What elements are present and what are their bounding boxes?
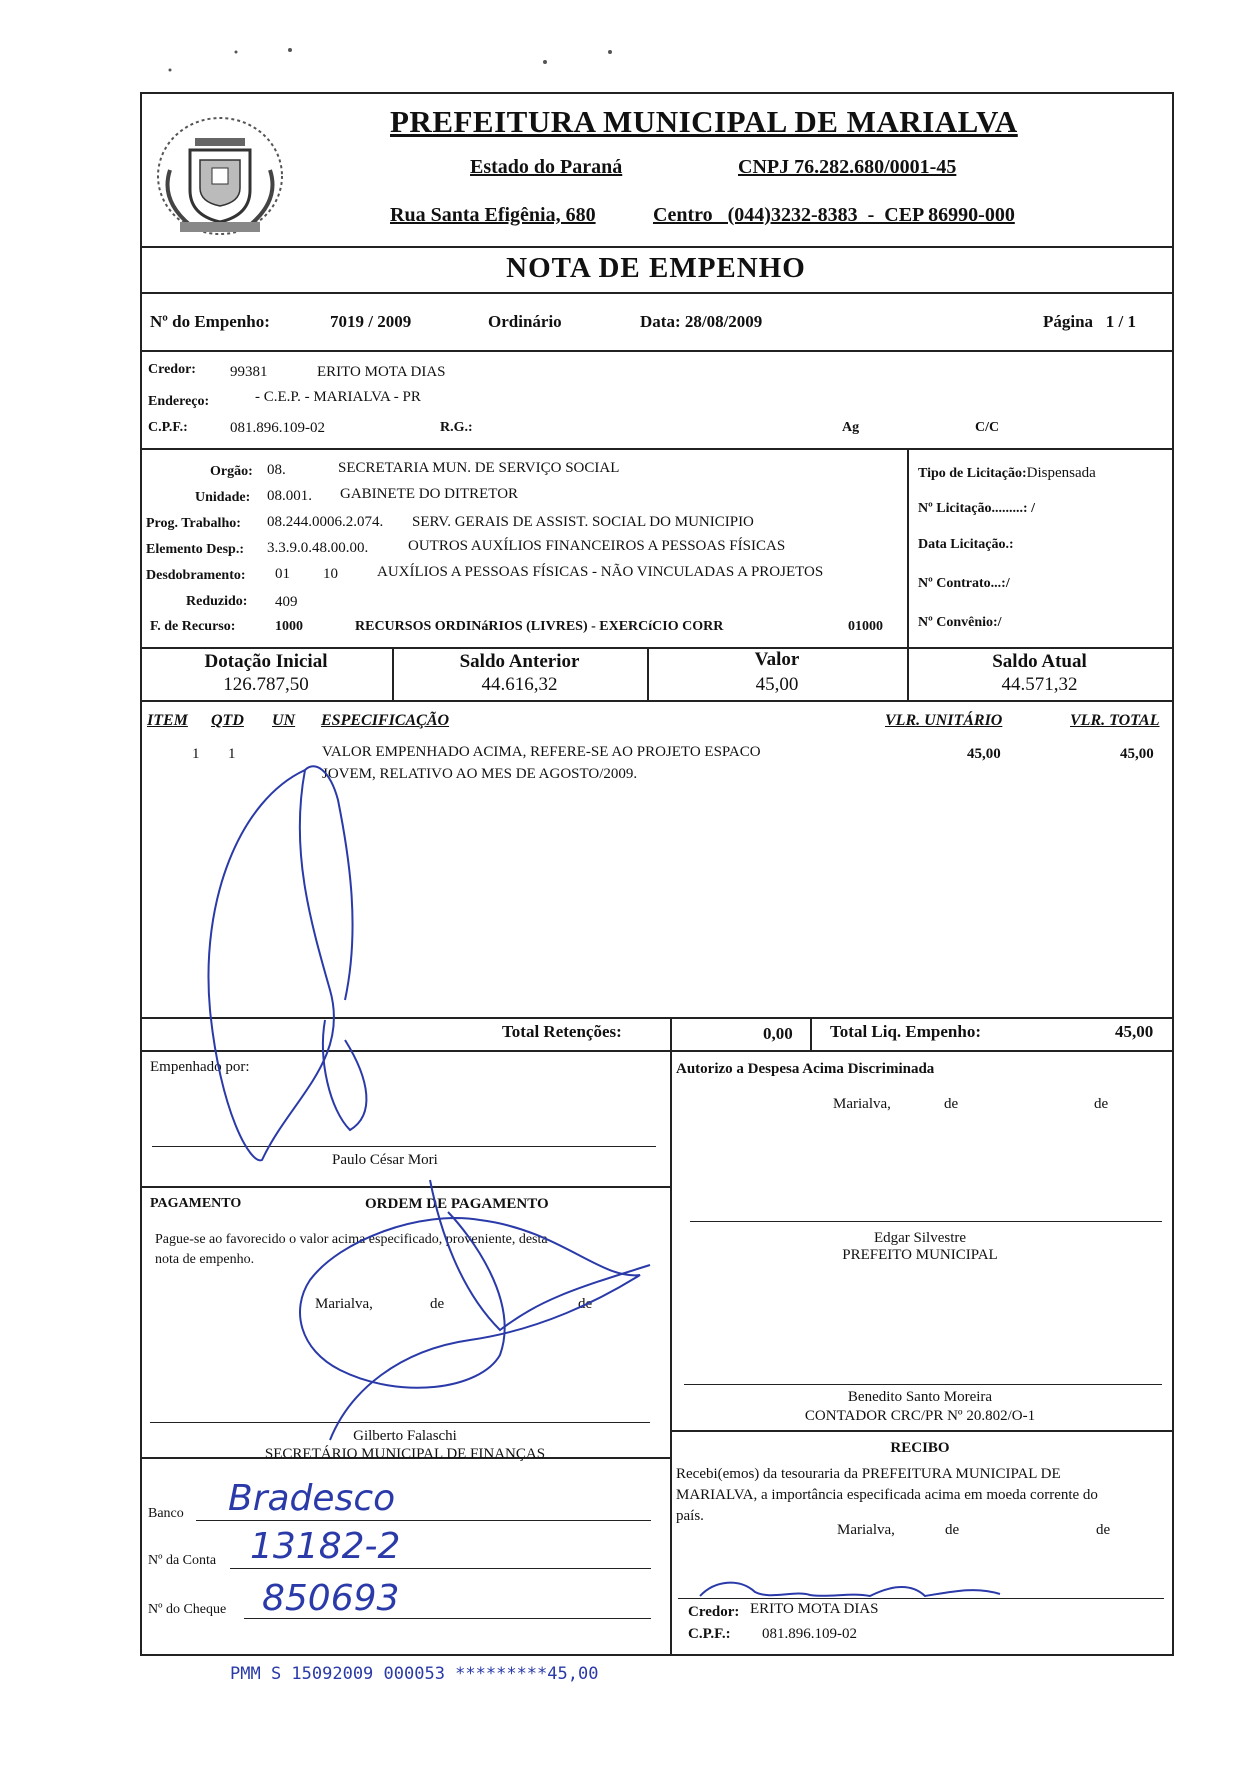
- credor-name: ERITO MOTA DIAS: [317, 364, 446, 380]
- recibo-text-line-2: MARIALVA, a importância especificada acima em moeda corrente do: [676, 1487, 1098, 1503]
- unidade-code: 08.001.: [267, 488, 312, 504]
- orgao-label: Orgão:: [210, 464, 253, 479]
- empenho-number: 7019 / 2009: [330, 312, 412, 331]
- empenho-label: Nº do Empenho:: [150, 312, 270, 331]
- pagamento-text-line-1: Pague-se ao favorecido o valor acima especificado, proveniente, desta: [155, 1232, 548, 1247]
- row-total-value: 45,00: [1120, 746, 1154, 762]
- retencoes-label: Total Retenções:: [502, 1022, 622, 1041]
- desdobramento-label: Desdobramento:: [146, 568, 246, 583]
- valor-label: Valor: [754, 649, 800, 670]
- contact-label: Centro (044)3232-8383 - CEP 86990-000: [653, 204, 1015, 226]
- row-desc-line-1: VALOR EMPENHADO ACIMA, REFERE-SE AO PROJETO ESPACO: [322, 744, 761, 760]
- liq-empenho-value: 45,00: [1115, 1022, 1154, 1041]
- licitacao-number: Nº Licitação.........: /: [918, 501, 1035, 516]
- elemento-label: Elemento Desp.:: [146, 542, 244, 557]
- licitacao-date: Data Licitação.:: [918, 537, 1014, 552]
- elemento-code: 3.3.9.0.48.00.00.: [267, 540, 369, 556]
- document-title: NOTA DE EMPENHO: [506, 252, 806, 284]
- empenho-date: Data: 28/08/2009: [640, 312, 763, 331]
- signature-stroke: [700, 1583, 1000, 1596]
- empenhado-name: Paulo César Mori: [332, 1152, 438, 1168]
- pagamento-de-2: de: [578, 1296, 593, 1312]
- page-number: Página 1 / 1: [1043, 312, 1137, 331]
- saldo-anterior-label: Saldo Anterior: [459, 651, 580, 672]
- endereco-value: - C.E.P. - MARIALVA - PR: [255, 389, 421, 405]
- orgao-code: 08.: [267, 462, 286, 478]
- signature-stroke: [208, 766, 352, 1160]
- signature-stroke: [300, 1212, 640, 1440]
- signature-stroke: [430, 1180, 650, 1330]
- state-label: Estado do Paraná: [470, 156, 623, 178]
- licitacao-type-value: Dispensada: [1026, 465, 1096, 481]
- address-label: Rua Santa Efigênia, 680: [390, 204, 596, 226]
- reduzido-value: 409: [275, 594, 298, 610]
- municipality-title: PREFEITURA MUNICIPAL DE MARIALVA: [390, 104, 1018, 139]
- recibo-de-2: de: [1096, 1522, 1111, 1538]
- row-desc-line-2: JOVEM, RELATIVO AO MES DE AGOSTO/2009.: [322, 766, 638, 782]
- liq-empenho-label: Total Liq. Empenho:: [830, 1022, 981, 1041]
- elemento-desc: OUTROS AUXÍLIOS FINANCEIROS A PESSOAS FÍSICAS: [408, 538, 786, 554]
- pagamento-label: PAGAMENTO: [150, 1196, 242, 1211]
- signature-stroke: [323, 1020, 366, 1130]
- recurso-desc: RECURSOS ORDINáRIOS (LIVRES) - EXERCíCIO CORR: [355, 619, 724, 634]
- cheque-handwritten: 850693: [262, 1578, 400, 1619]
- payment-stamp: PMM S 15092009 000053 *********45,00: [230, 1664, 599, 1684]
- recibo-label: RECIBO: [890, 1440, 950, 1456]
- recibo-credor-value: ERITO MOTA DIAS: [750, 1601, 879, 1617]
- dotacao-value: 126.787,50: [223, 674, 309, 695]
- saldo-atual-value: 44.571,32: [1001, 674, 1078, 695]
- prog-label: Prog. Trabalho:: [146, 516, 241, 531]
- credor-code: 99381: [230, 364, 268, 380]
- secretario-role: SECRETÁRIO MUNICIPAL DE FINANÇAS: [264, 1446, 546, 1462]
- dotacao-label: Dotação Inicial: [204, 651, 328, 672]
- autorizo-place: Marialva,: [833, 1096, 891, 1112]
- autorizo-label: Autorizo a Despesa Acima Discriminada: [676, 1061, 935, 1077]
- col-especificacao: ESPECIFICAÇÃO: [321, 712, 450, 729]
- row-item: 1: [192, 746, 200, 762]
- valor-value: 45,00: [755, 674, 799, 695]
- contador-role: CONTADOR CRC/PR Nº 20.802/O-1: [804, 1408, 1036, 1424]
- conta-handwritten: 13182-2: [250, 1526, 401, 1567]
- col-item: ITEM: [147, 712, 188, 729]
- reduzido-label: Reduzido:: [186, 594, 248, 609]
- account-label: C/C: [975, 420, 1000, 435]
- recibo-de-1: de: [945, 1522, 960, 1538]
- credor-label: Credor:: [148, 362, 196, 377]
- saldo-anterior-value: 44.616,32: [481, 674, 558, 695]
- empenhado-label: Empenhado por:: [150, 1059, 250, 1075]
- recibo-credor-label: Credor:: [688, 1604, 740, 1620]
- col-total-value: VLR. TOTAL: [1070, 712, 1160, 729]
- empenho-type: Ordinário: [488, 312, 562, 331]
- prefeito-role: PREFEITO MUNICIPAL: [842, 1247, 998, 1263]
- unidade-desc: GABINETE DO DITRETOR: [340, 486, 519, 502]
- cpf-value: 081.896.109-02: [230, 420, 325, 436]
- cheque-label: Nº do Cheque: [148, 1602, 227, 1617]
- pagamento-de-1: de: [430, 1296, 445, 1312]
- desdobramento-desc: AUXÍLIOS A PESSOAS FÍSICAS - NÃO VINCULADAS A PROJETOS: [377, 564, 824, 580]
- row-unit-value: 45,00: [967, 746, 1001, 762]
- contador-name: Benedito Santo Moreira: [847, 1389, 993, 1405]
- secretario-name: Gilberto Falaschi: [353, 1428, 457, 1444]
- prefeito-name: Edgar Silvestre: [873, 1230, 967, 1246]
- endereco-label: Endereço:: [148, 394, 210, 409]
- cpf-label: C.P.F.:: [148, 420, 188, 435]
- recibo-place: Marialva,: [837, 1522, 895, 1538]
- recibo-text-line-1: Recebi(emos) da tesouraria da PREFEITURA MUNICIPAL DE: [676, 1466, 1061, 1482]
- recibo-text-line-3: país.: [676, 1508, 704, 1524]
- col-un: UN: [272, 712, 296, 729]
- convenio-number: Nº Convênio:/: [918, 615, 1002, 630]
- retencoes-value: 0,00: [763, 1024, 793, 1043]
- prog-code: 08.244.0006.2.074.: [267, 514, 384, 530]
- prog-desc: SERV. GERAIS DE ASSIST. SOCIAL DO MUNICIPIO: [412, 514, 754, 530]
- col-unit-value: VLR. UNITÁRIO: [885, 712, 1003, 729]
- desdobramento-code-1: 01: [275, 566, 290, 582]
- conta-label: Nº da Conta: [148, 1553, 217, 1568]
- banco-label: Banco: [148, 1506, 184, 1521]
- banco-handwritten: Bradesco: [228, 1478, 396, 1519]
- desdobramento-code-2: 10: [323, 566, 338, 582]
- licitacao-type-label: Tipo de Licitação:: [918, 466, 1027, 481]
- recurso-label: F. de Recurso:: [150, 619, 236, 634]
- recurso-code-2: 01000: [848, 619, 883, 634]
- unidade-label: Unidade:: [195, 490, 251, 505]
- row-qtd: 1: [228, 746, 236, 762]
- recibo-cpf-value: 081.896.109-02: [762, 1626, 857, 1642]
- col-qtd: QTD: [211, 712, 244, 729]
- agency-label: Ag: [842, 420, 860, 435]
- contrato-number: Nº Contrato...:/: [918, 576, 1010, 591]
- autorizo-de-2: de: [1094, 1096, 1109, 1112]
- saldo-atual-label: Saldo Atual: [992, 651, 1087, 672]
- recibo-cpf-label: C.P.F.:: [688, 1626, 731, 1642]
- rg-label: R.G.:: [440, 420, 473, 435]
- recurso-code: 1000: [275, 619, 303, 634]
- autorizo-de-1: de: [944, 1096, 959, 1112]
- pagamento-text-line-2: nota de empenho.: [155, 1252, 255, 1267]
- cnpj-label: CNPJ 76.282.680/0001-45: [738, 156, 957, 178]
- pagamento-place: Marialva,: [315, 1296, 373, 1312]
- ordem-pagamento-label: ORDEM DE PAGAMENTO: [365, 1196, 549, 1212]
- orgao-desc: SECRETARIA MUN. DE SERVIÇO SOCIAL: [338, 460, 620, 476]
